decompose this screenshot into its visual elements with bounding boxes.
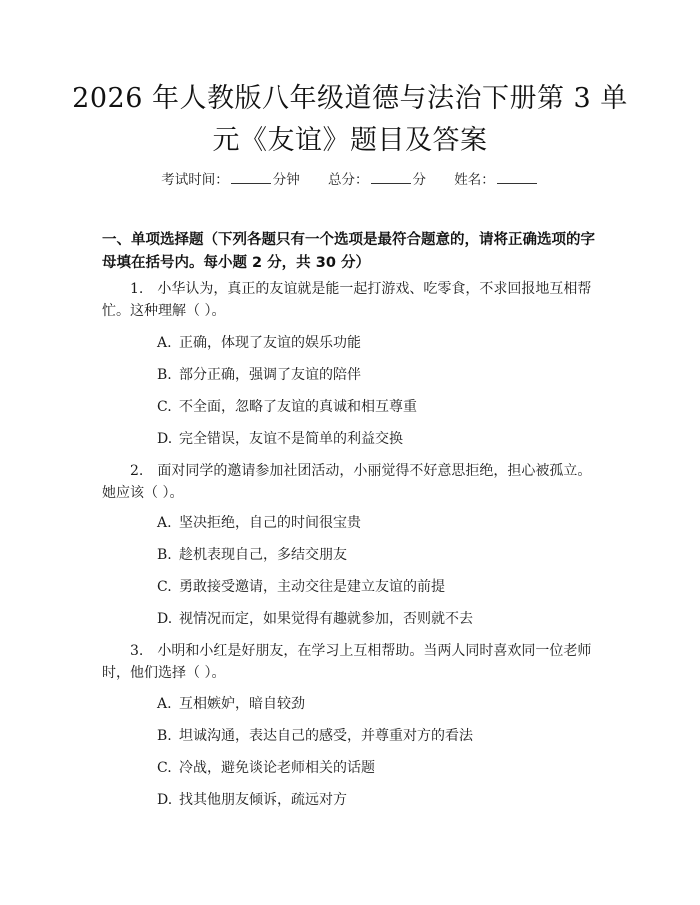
option-item — [157, 365, 597, 385]
option-item — [157, 609, 597, 629]
option-letter: A. — [157, 515, 172, 531]
option-text: 互相嫉妒，暗自较劲 — [179, 696, 305, 712]
option-item — [157, 545, 597, 565]
option-text: 正确，体现了友谊的娱乐功能 — [179, 335, 361, 351]
option-letter: C. — [157, 760, 172, 776]
exam-time-label: 考试时间： — [161, 172, 229, 188]
option-text: 找其他朋友倾诉，疏远对方 — [179, 792, 347, 808]
option-item — [157, 577, 597, 597]
question-number: 2. — [130, 463, 144, 479]
section-heading: 一、单项选择题（下列各题只有一个选项是最符合题意的，请将正确选项的字母填在括号内。每小题 2 分，共 30 分） — [102, 232, 595, 271]
title-line-1: 2026 年人教版八年级道德与法治下册第 3 单 — [72, 83, 628, 114]
option-text: 趁机表现自己，多结交朋友 — [179, 547, 347, 563]
total-score-label: 总分： — [328, 172, 369, 188]
question-stem — [102, 460, 602, 504]
option-letter: B. — [157, 547, 172, 563]
option-text: 部分正确，强调了友谊的陪伴 — [179, 367, 361, 383]
total-score-unit: 分 — [412, 172, 426, 188]
option-letter: D. — [157, 611, 173, 627]
question-stem — [102, 640, 602, 684]
option-item — [157, 758, 597, 778]
exam-time — [161, 168, 300, 188]
option-item — [157, 333, 597, 353]
option-item — [157, 694, 597, 714]
option-text: 视情况而定，如果觉得有趣就参加，否则就不去 — [179, 611, 473, 627]
option-item — [157, 790, 597, 810]
exam-meta — [0, 168, 700, 188]
student-name-blank — [497, 171, 537, 184]
option-letter: B. — [157, 728, 172, 744]
option-text: 勇敢接受邀请，主动交往是建立友谊的前提 — [179, 579, 445, 595]
option-letter: A. — [157, 335, 172, 351]
question-text: 小华认为，真正的友谊就是能一起打游戏、吃零食，不求回报地互相帮忙。这种理解（ ）。 — [102, 281, 592, 319]
option-item — [157, 429, 597, 449]
option-letter: D. — [157, 792, 173, 808]
option-letter: B. — [157, 367, 172, 383]
option-text: 坦诚沟通，表达自己的感受，并尊重对方的看法 — [179, 728, 473, 744]
question-text: 面对同学的邀请参加社团活动，小丽觉得不好意思拒绝，担心被孤立。她应该（ ）。 — [102, 463, 592, 501]
exam-time-unit: 分钟 — [272, 172, 300, 188]
option-item — [157, 397, 597, 417]
total-score — [328, 168, 426, 188]
document-title — [70, 78, 630, 162]
question-text: 小明和小红是好朋友，在学习上互相帮助。当两人同时喜欢同一位老师时，他们选择（ ）。 — [102, 643, 592, 681]
exam-time-blank — [231, 171, 271, 184]
total-score-blank — [371, 171, 411, 184]
question-stem — [102, 278, 602, 322]
student-name-label: 姓名： — [454, 172, 495, 188]
option-text: 冷战，避免谈论老师相关的话题 — [179, 760, 375, 776]
question-number: 3. — [130, 643, 144, 659]
option-letter: C. — [157, 399, 172, 415]
option-letter: D. — [157, 431, 173, 447]
question-number: 1. — [130, 281, 144, 297]
option-letter: A. — [157, 696, 172, 712]
title-line-2: 元《友谊》题目及答案 — [212, 125, 488, 156]
option-item — [157, 726, 597, 746]
option-text: 不全面，忽略了友谊的真诚和相互尊重 — [179, 399, 417, 415]
option-letter: C. — [157, 579, 172, 595]
option-text: 完全错误，友谊不是简单的利益交换 — [179, 431, 403, 447]
option-item — [157, 513, 597, 533]
option-text: 坚决拒绝，自己的时间很宝贵 — [179, 515, 361, 531]
student-name — [454, 168, 539, 188]
